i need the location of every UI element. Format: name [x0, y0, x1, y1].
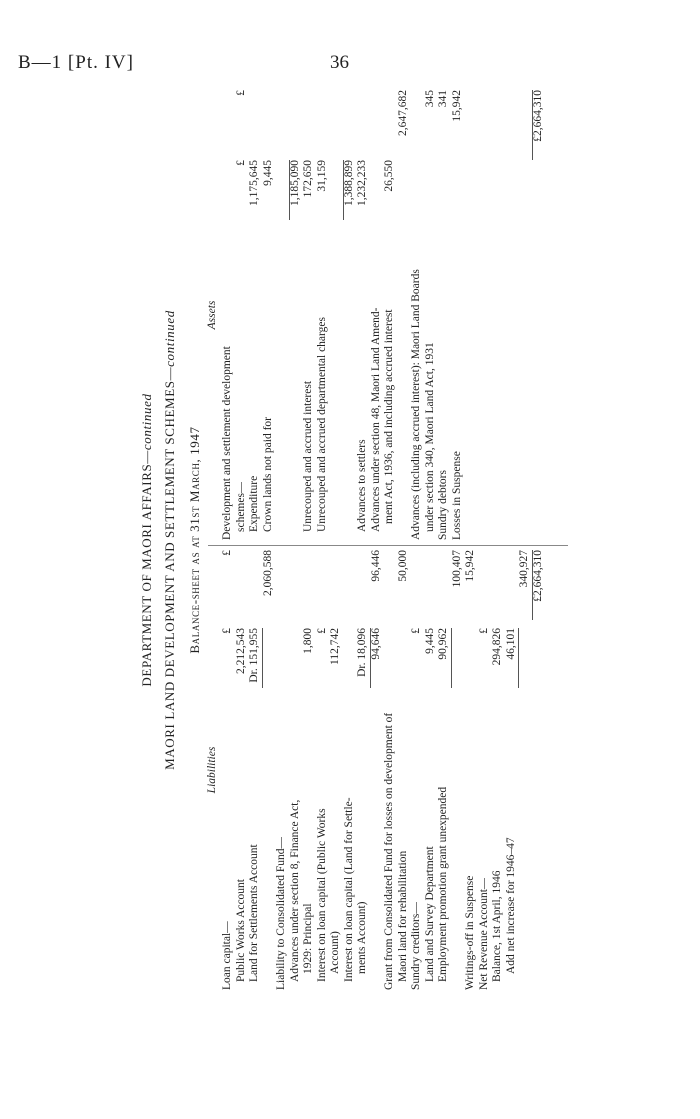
subtotal-rule: [532, 90, 533, 160]
liabilities-rows: [221, 550, 545, 990]
liability-row: [235, 550, 249, 990]
department-title: DEPARTMENT OF MAORI AFFAIRS—continued: [139, 393, 154, 687]
subtotal-rule: [532, 550, 533, 620]
asset-row: [478, 90, 492, 540]
row-label: Land and Survey Department: [423, 846, 436, 982]
amount-c1: 2,212,543: [234, 628, 247, 674]
row-label: ment Act, 1936, and including accrued interest: [383, 309, 395, 524]
liability-row: [518, 550, 532, 990]
row-label: ments Account): [356, 901, 368, 974]
amount-a2: 15,942: [450, 90, 463, 122]
row-label: Unrecouped and accrued interest: [302, 380, 314, 532]
row-label: Employment promotion grant unexpended: [437, 786, 449, 982]
amount-c1: Dr. 151,955: [248, 628, 260, 683]
row-label: Advances under section 48, Maori Land Amend-: [369, 307, 382, 532]
row-label: Loan capital—: [221, 921, 233, 990]
assets-heading: Assets: [206, 300, 218, 330]
amount-c2: 100,407: [450, 550, 463, 588]
row-label: Liability to Consolidated Fund—: [275, 836, 287, 990]
amount-c1: 46,101: [504, 628, 517, 660]
asset-row: [410, 90, 424, 540]
liability-row: [370, 550, 384, 990]
page-number: 36: [330, 52, 349, 73]
amount-c1: £: [315, 628, 328, 634]
asset-row: [424, 90, 438, 540]
amount-a2: 341: [437, 90, 449, 108]
amount-c1: 90,962: [437, 628, 449, 660]
asset-row: [262, 90, 276, 540]
amount-a2: £: [234, 90, 247, 96]
asset-row: [532, 90, 546, 540]
subtotal-rule: [518, 628, 519, 688]
liability-row: [464, 550, 478, 990]
asset-row: [329, 90, 343, 540]
row-label: Advances (including accrued interest): Maori Land Boards: [410, 269, 422, 540]
amount-a1: 172,650: [302, 160, 314, 198]
row-label: Land for Settlements Account: [248, 844, 260, 982]
amount-c1: £: [410, 628, 422, 634]
row-label: Crown lands not paid for: [261, 417, 274, 532]
document-code: B—1 [Pt. IV]: [18, 52, 134, 73]
asset-row: [505, 90, 519, 540]
subtotal-rule: [451, 628, 452, 688]
amount-c1: 112,742: [329, 628, 341, 665]
asset-row: [343, 90, 357, 540]
liability-row: [302, 550, 316, 990]
column-divider: [208, 545, 568, 546]
row-label: Maori land for rehabilitation: [396, 850, 409, 982]
asset-row: [437, 90, 451, 540]
asset-row: [235, 90, 249, 540]
asset-row: [464, 90, 478, 540]
amount-c2: 50,000: [396, 550, 409, 582]
row-label: Development and settlement development: [221, 346, 233, 540]
amount-c1: 9,445: [423, 628, 436, 654]
liability-row: [397, 550, 411, 990]
row-label: Sundry creditors—: [410, 902, 422, 990]
row-label: schemes—: [234, 481, 247, 532]
amount-a1: 1,388,899: [342, 160, 355, 206]
asset-row: [221, 90, 235, 540]
row-label: Balance, 1st April, 1946: [491, 870, 503, 982]
liability-row: [356, 550, 370, 990]
liability-row: [289, 550, 303, 990]
asset-row: [397, 90, 411, 540]
liability-row: [383, 550, 397, 990]
amount-c1: 94,646: [369, 628, 382, 660]
asset-row: [451, 90, 465, 540]
liability-row: [275, 550, 289, 990]
liability-row: [491, 550, 505, 990]
asset-row: [248, 90, 262, 540]
amount-c2: £: [221, 550, 233, 556]
row-label: Add net increase for 1946–47: [504, 837, 517, 974]
amount-c1: £: [221, 628, 233, 634]
asset-row: [370, 90, 384, 540]
asset-row: [275, 90, 289, 540]
row-label: under section 340, Maori Land Act, 1931: [423, 342, 436, 532]
liability-row: [316, 550, 330, 990]
amount-c1: £: [477, 628, 490, 634]
liabilities-heading: Liabilities: [206, 746, 218, 794]
amount-a1: 26,550: [383, 160, 395, 192]
liability-row: [248, 550, 262, 990]
row-label: Writings-off in Suspense: [464, 875, 476, 990]
subtotal-rule: [262, 628, 263, 688]
amount-a2: 345: [423, 90, 436, 108]
row-label: Interest on loan capital (Public Works: [315, 808, 328, 982]
amount-a1: £: [234, 160, 247, 166]
row-label: Unrecouped and accrued departmental charges: [315, 317, 328, 532]
amount-a1: 9,445: [261, 160, 274, 186]
liability-row: [505, 550, 519, 990]
amount-a1: 1,185,090: [288, 160, 301, 206]
amount-a1: 31,159: [315, 160, 328, 192]
amount-c2: 340,927: [518, 550, 530, 588]
asset-row: [302, 90, 316, 540]
row-label: Sundry debtors: [437, 470, 449, 540]
row-label: Losses in Suspense: [450, 451, 463, 540]
row-label: Account): [329, 931, 341, 974]
amount-a2: £2,664,310: [531, 90, 544, 142]
assets-column: [206, 90, 545, 540]
amount-c2: 15,942: [464, 550, 476, 582]
liability-row: [221, 550, 235, 990]
row-label: 1929: Principal: [302, 903, 314, 974]
asset-row: [356, 90, 370, 540]
row-label: Grant from Consolidated Fund for losses on development of: [383, 712, 395, 990]
asset-row: [518, 90, 532, 540]
row-label: Advances to settlers: [356, 439, 368, 532]
liability-row: [343, 550, 357, 990]
subtotal-rule: [370, 628, 371, 688]
row-label: Expenditure: [248, 475, 260, 532]
liability-row: [329, 550, 343, 990]
amount-c2: 2,060,588: [261, 550, 274, 596]
liability-row: [437, 550, 451, 990]
amount-c2: 96,446: [369, 550, 382, 582]
row-label: Advances under section 8, Finance Act,: [288, 799, 301, 982]
subtotal-rule: [289, 160, 290, 220]
amount-c2: £2,664,310: [531, 550, 544, 602]
row-label: Net Revenue Account—: [477, 877, 490, 990]
liability-row: [262, 550, 276, 990]
liability-row: [451, 550, 465, 990]
row-label: Interest on loan capital (Land for Settle-: [342, 797, 355, 982]
asset-row: [316, 90, 330, 540]
amount-c1: Dr. 18,096: [356, 628, 368, 677]
amount-a2: 2,647,682: [396, 90, 409, 136]
subtotal-rule: [343, 160, 344, 220]
amount-a1: 1,175,645: [248, 160, 260, 206]
liabilities-column: [206, 550, 545, 990]
asset-row: [491, 90, 505, 540]
scheme-title: MAORI LAND DEVELOPMENT AND SETTLEMENT SCHEMES—continued: [162, 310, 177, 770]
assets-rows: [221, 90, 545, 540]
amount-a1: 1,232,233: [356, 160, 368, 206]
liability-row: [478, 550, 492, 990]
row-label: Public Works Account: [234, 879, 247, 982]
asset-row: [289, 90, 303, 540]
amount-c1: 1,800: [302, 628, 314, 654]
liability-row: [410, 550, 424, 990]
amount-c1: 294,826: [491, 628, 503, 666]
asset-row: [383, 90, 397, 540]
balance-sheet-title: Balance-sheet as at 31st March, 1947: [187, 426, 202, 654]
rotated-balance-sheet: [140, 90, 560, 990]
liability-row: [532, 550, 546, 990]
liability-row: [424, 550, 438, 990]
